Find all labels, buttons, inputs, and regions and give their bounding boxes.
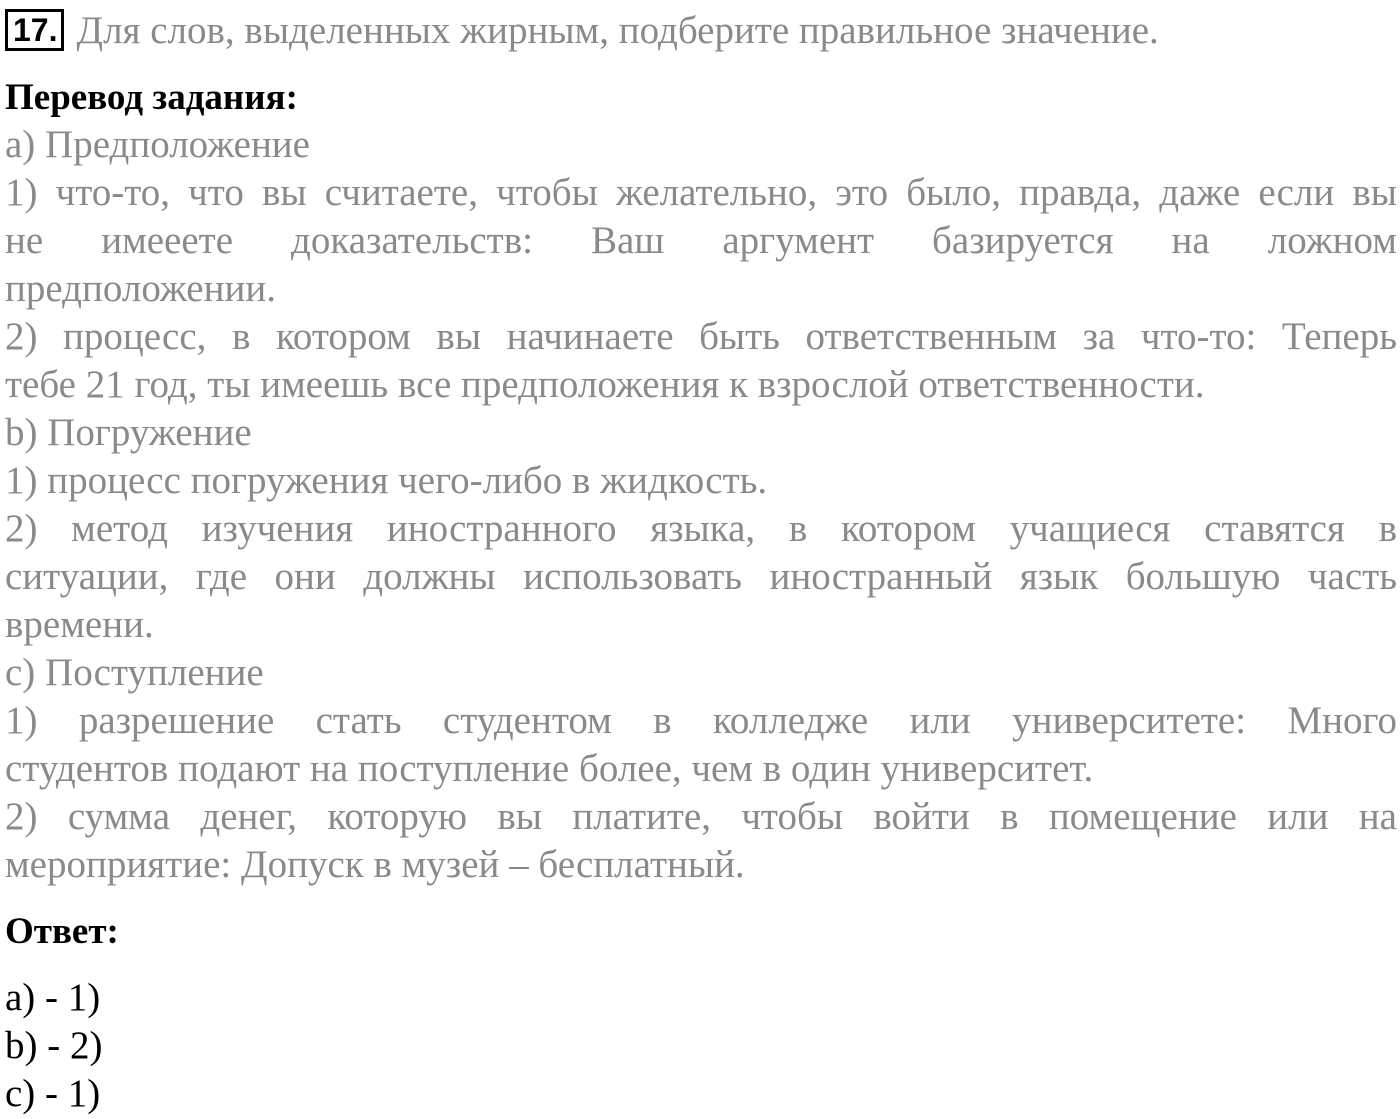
translation-line: 2) метод изучения иностранного языка, в котором учащиеся ставятся в (5, 507, 1397, 550)
answer-item: a) - 1) (5, 976, 101, 1019)
translation-line: 2) процесс, в котором вы начинаете быть ответственным за что-то: Теперь (5, 315, 1397, 358)
answer-heading: Ответ: (5, 911, 119, 952)
task-instruction: Для слов, выделенных жирным, подберите правильное значение. (76, 8, 1159, 52)
translation-line: тебе 21 год, ты имеешь все предположения к взрослой ответственности. (5, 363, 1205, 406)
translation-line: мероприятие: Допуск в музей – бесплатный. (5, 843, 745, 886)
answer-item: c) - 1) (5, 1072, 101, 1115)
translation-line: ситуации, где они должны использовать иностранный язык большую часть (5, 555, 1397, 598)
translation-line: 1) разрешение стать студентом в колледже или университете: Много (5, 699, 1397, 742)
translation-line: не имееете доказательств: Ваш аргумент базируется на ложном (5, 219, 1397, 262)
translation-heading: Перевод задания: (5, 77, 298, 118)
task-number-badge: 17. (5, 9, 64, 51)
translation-line: b) Погружение (5, 411, 252, 454)
translation-line: 2) сумма денег, которую вы платите, чтобы войти в помещение или на (5, 795, 1397, 838)
translation-line: 1) что-то, что вы считаете, чтобы желательно, это было, правда, даже если вы (5, 171, 1397, 214)
translation-line: a) Предположение (5, 123, 310, 166)
translation-line: времени. (5, 603, 154, 646)
translation-line: c) Поступление (5, 651, 264, 694)
task-header (5, 7, 1159, 53)
translation-line: 1) процесс погружения чего-либо в жидкость. (5, 459, 768, 502)
answer-item: b) - 2) (5, 1024, 103, 1067)
translation-line: студентов подают на поступление более, чем в один университет. (5, 747, 1094, 790)
translation-line: предположении. (5, 267, 276, 310)
